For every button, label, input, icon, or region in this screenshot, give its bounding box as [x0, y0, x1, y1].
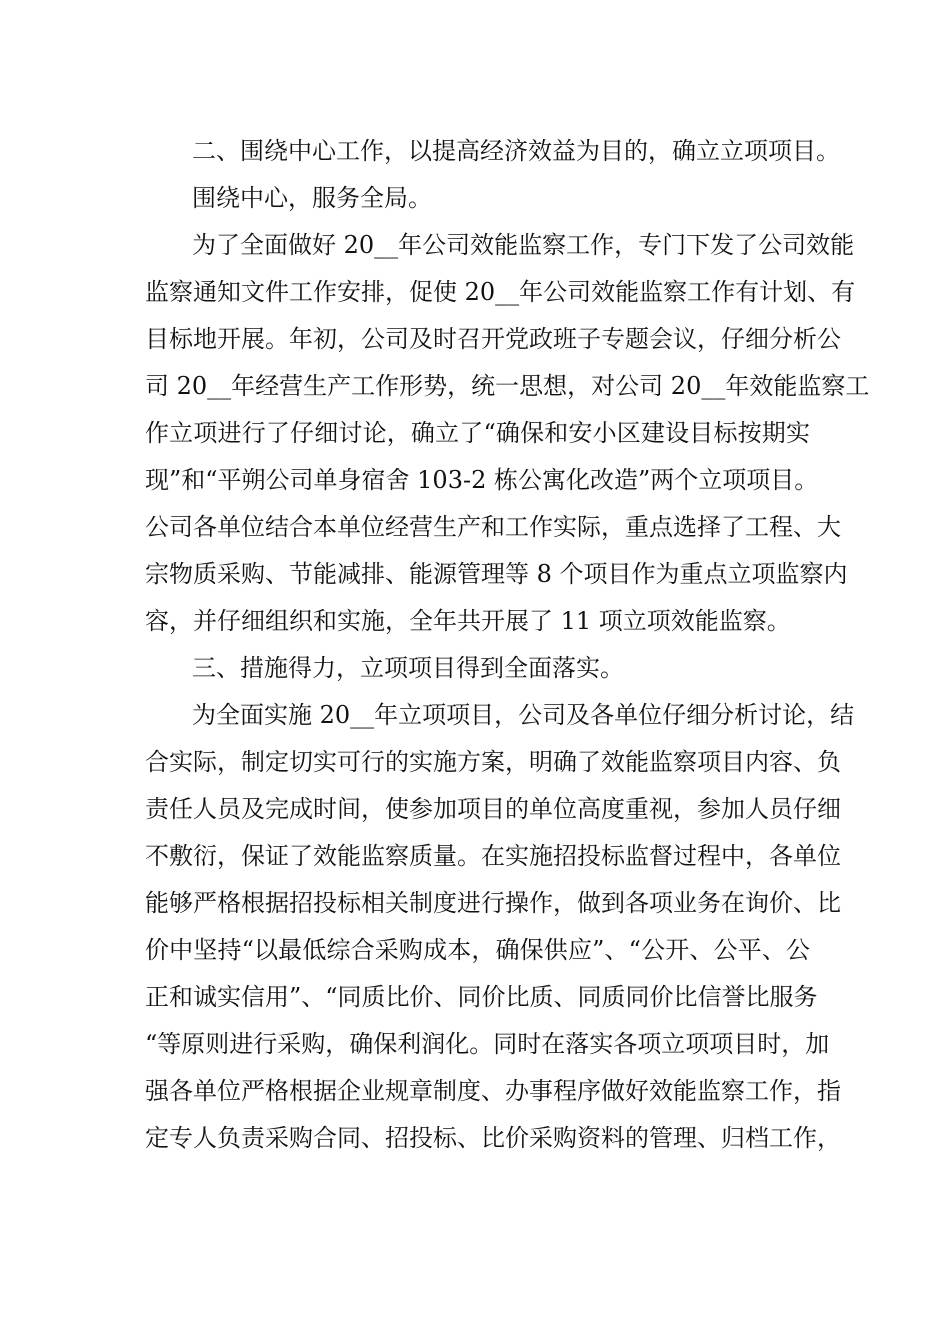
text-line: 三、措施得力，立项项目得到全面落实。 — [192, 654, 624, 682]
text-line: 为全面实施 20__年立项项目，公司及各单位仔细分析讨论，结 — [192, 701, 855, 729]
document-body — [145, 128, 870, 1162]
text-line: 责任人员及完成时间，使参加项目的单位高度重视，参加人员仔细 — [145, 795, 841, 823]
text-line: 作立项进行了仔细讨论，确立了“确保和安小区建设目标按期实 — [145, 419, 810, 447]
text-line: 司 20__年经营生产工作形势，统一思想，对公司 20__年效能监察工 — [145, 372, 870, 400]
text-line: 为了全面做好 20__年公司效能监察工作，专门下发了公司效能 — [192, 231, 855, 259]
text-line: 不敷衍，保证了效能监察质量。在实施招投标监督过程中，各单位 — [145, 842, 841, 870]
text-line: 能够严格根据招投标相关制度进行操作，做到各项业务在询价、比 — [145, 889, 841, 917]
paragraph-center — [145, 175, 810, 222]
text-line: 合实际，制定切实可行的实施方案，明确了效能监察项目内容、负 — [145, 748, 841, 776]
paragraph-implement — [145, 692, 855, 1162]
text-line: 强各单位严格根据企业规章制度、办事程序做好效能监察工作，指 — [145, 1077, 841, 1105]
text-line: 现”和“平朔公司单身宿舍 103-2 栋公寓化改造”两个立项项目。 — [145, 466, 819, 494]
text-line: “等原则进行采购，确保利润化。同时在落实各项立项项目时，加 — [145, 1030, 830, 1058]
paragraph-plan — [145, 222, 870, 645]
section-heading-3 — [145, 645, 810, 692]
text-line: 容，并仔细组织和实施，全年共开展了 11 项立项效能监察。 — [145, 607, 791, 635]
text-line: 二、围绕中心工作，以提高经济效益为目的，确立立项项目。 — [192, 137, 840, 165]
text-line: 正和诚实信用”、“同质比价、同价比质、同质同价比信誉比服务 — [145, 983, 818, 1011]
text-line: 宗物质采购、节能减排、能源管理等 8 个项目作为重点立项监察内 — [145, 560, 848, 588]
text-line: 目标地开展。年初，公司及时召开党政班子专题会议，仔细分析公 — [145, 325, 841, 353]
text-line: 监察通知文件工作安排，促使 20__年公司效能监察工作有计划、有 — [145, 278, 856, 306]
text-line: 公司各单位结合本单位经营生产和工作实际，重点选择了工程、大 — [145, 513, 841, 541]
section-heading-2 — [145, 128, 840, 175]
text-line: 价中坚持“以最低综合采购成本，确保供应”、“公开、公平、公 — [145, 936, 810, 964]
text-line: 定专人负责采购合同、招投标、比价采购资料的管理、归档工作， — [145, 1124, 841, 1152]
text-line: 围绕中心，服务全局。 — [192, 184, 432, 212]
